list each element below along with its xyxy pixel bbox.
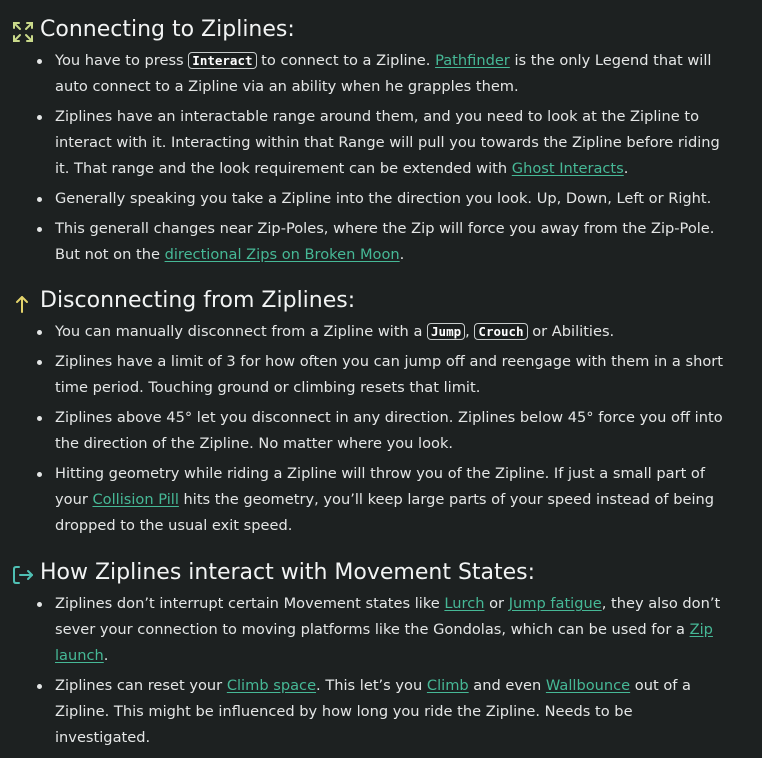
wiki-link[interactable]: Jump fatigue (508, 595, 602, 612)
arrow-up-icon (12, 292, 34, 314)
text-run: Ziplines can reset your (55, 677, 227, 694)
section-movement-states (0, 558, 762, 755)
text-run: . (399, 246, 405, 263)
list-item (0, 405, 762, 457)
wiki-link[interactable]: Ghost Interacts (511, 160, 624, 177)
section-heading (0, 286, 762, 316)
wiki-link[interactable]: Zip launch (55, 621, 713, 664)
bullet-list (0, 48, 762, 268)
list-item (0, 673, 762, 751)
text-run: , they also don’t sever your connection to moving platforms like the Gondolas, which can be used for a (55, 595, 721, 638)
text-run: You have to press (55, 52, 189, 69)
text-run: You can manually disconnect from a Zipline with a (55, 323, 428, 340)
wiki-link[interactable]: Pathfinder (435, 52, 510, 69)
key-binding-badge: Jump (427, 323, 465, 340)
list-item (0, 216, 762, 268)
text-run: This generall changes near Zip-Poles, where the Zip will force you away from the Zip-Pole. But not on the (55, 220, 715, 263)
list-item (0, 349, 762, 401)
list-item (0, 591, 762, 669)
text-run: , (465, 323, 475, 340)
list-item (0, 48, 762, 100)
wiki-link[interactable]: Climb space (226, 677, 317, 694)
list-item (0, 104, 762, 182)
text-run: Ziplines above 45° let you disconnect in any direction. Ziplines below 45° force you off into the direction of the Zipline. No matter where you look. (55, 409, 723, 452)
section-title: Disconnecting from Ziplines: (40, 288, 356, 313)
section-heading (0, 558, 762, 588)
wiki-link[interactable]: Wallbounce (545, 677, 631, 694)
list-item (0, 186, 762, 212)
enter-arrow-icon (12, 564, 34, 586)
text-run: to connect to a Zipline. (256, 52, 436, 69)
key-binding-badge: Interact (188, 52, 256, 69)
list-item (0, 461, 762, 539)
text-run: Hitting geometry while riding a Zipline will throw you of the Zipline. If just a small part of your (55, 465, 705, 508)
text-run: . This let’s you (316, 677, 427, 694)
list-item (0, 319, 762, 345)
section-connecting (0, 15, 762, 272)
bullet-list (0, 319, 762, 539)
text-run: Generally speaking you take a Zipline into the direction you look. Up, Down, Left or Right. (55, 190, 712, 207)
text-run: out of a Zipline. This might be influenced by how long you ride the Zipline. Needs to be investigated. (55, 677, 691, 746)
section-title: How Ziplines interact with Movement States: (40, 560, 536, 585)
section-disconnecting (0, 286, 762, 543)
text-run: hits the geometry, you’ll keep large parts of your speed instead of being dropped to the usual exit speed. (55, 491, 715, 534)
text-run: and even (468, 677, 546, 694)
wiki-link[interactable]: directional Zips on Broken Moon (164, 246, 400, 263)
text-run: or Abilities. (527, 323, 615, 340)
text-run: Ziplines have a limit of 3 for how often you can jump off and reengage with them in a short time period. Touching ground or climbing resets that limit. (55, 353, 724, 396)
text-run: . (103, 647, 109, 664)
wiki-link[interactable]: Collision Pill (92, 491, 179, 508)
section-heading (0, 15, 762, 45)
bullet-list (0, 591, 762, 751)
text-run: Ziplines have an interactable range around them, and you need to look at the Zipline to interact with it. Interacting within that Range will pull you towards the Zipline before riding it. That range and the look requirement can be extended with (55, 108, 720, 177)
section-title: Connecting to Ziplines: (40, 17, 295, 42)
key-binding-badge: Crouch (474, 323, 527, 340)
text-run: is the only Legend that will auto connect to a Zipline via an ability when he grapples them. (55, 52, 712, 95)
text-run: . (623, 160, 629, 177)
text-run: Ziplines don’t interrupt certain Movement states like (55, 595, 445, 612)
expand-arrows-icon (12, 21, 34, 43)
text-run: or (484, 595, 509, 612)
wiki-link[interactable]: Climb (426, 677, 469, 694)
wiki-link[interactable]: Lurch (444, 595, 485, 612)
